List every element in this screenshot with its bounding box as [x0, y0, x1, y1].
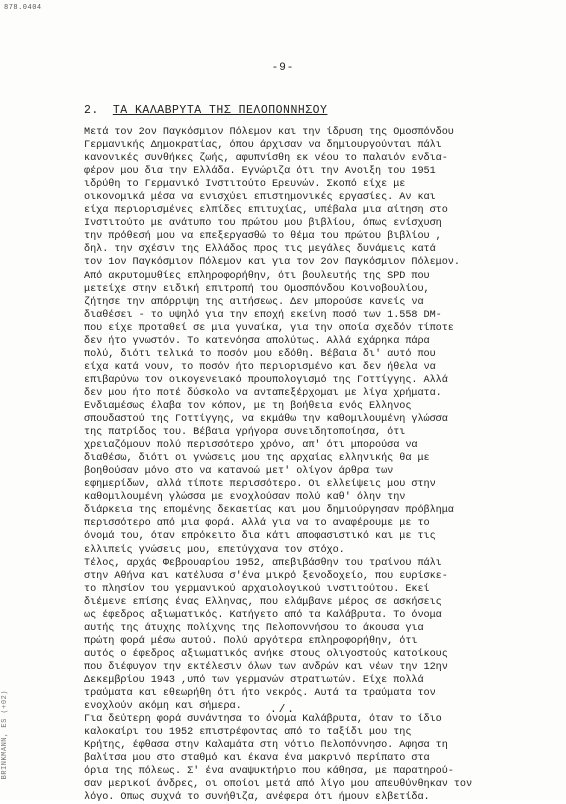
section-title: ΤΑ ΚΑΛΑΒΡΥΤΑ ΤΗΣ ΠΕΛΟΠΟΝΝΗΣΟΥ	[112, 104, 328, 117]
page-continuation-mark: ./.	[270, 704, 296, 716]
body-line: που είχε προταθεί σε μια γυναίκα, για την οποία σχεδόν τίποτε	[84, 322, 454, 334]
body-line: καθομιλουμένη γλώσσα με ενοχλούσαν πολύ καθ' όλην την	[84, 492, 406, 504]
body-line: οικονομικά μέσα να ενισχύει επιστημονικές εργασίες. Αν και	[84, 192, 436, 204]
body-line: που διέφυγον την εκτέλεσιν όλων των ανδρών και νέων την 12ην	[84, 661, 448, 673]
body-line: διέμενε επίσης ένας Ελληνας, που ελάμβανε μέρος σε ασκήσεις	[84, 596, 442, 608]
body-line: της πατρίδος του. Βέβαια γρήγορα συνειδητοποίησα, ότι	[84, 427, 406, 439]
body-line: είχα περιορισμένες ελπίδες επιτυχίας, υπέβαλα μια αίτηση στο	[84, 205, 448, 217]
body-line: Γερμανικής Δημοκρατίας, όπου άρχισαν να δημιουργούνται πάλι	[84, 140, 442, 152]
body-line: εφημερίδων, αλλά τίποτε περισσότερο. Οι ελλείψεις μου στην	[84, 479, 436, 491]
body-line: βαλίτσα μου στο σταθμό και έκανα ένα μακρινό περίπατο στα	[84, 753, 430, 765]
side-archive-stamp: BRINKMANN, ES (+02)	[1, 690, 9, 780]
body-line: δεν ήτο γνωστόν. Το κατενόησα απολύτως. Αλλά εχάρηκα πάρα	[84, 335, 430, 347]
body-line: στην Αθήνα και κατέλυσα σ'ένα μικρό ξενοδοχείο, που ευρίσκε-	[84, 570, 448, 582]
body-line: φέρον μου δια την Ελλάδα. Εγνώριζα ότι την Ανοιξη του 1951	[84, 166, 436, 178]
body-line: ελλιπείς γνώσεις μου, επετύγχανα τον στόχο.	[84, 544, 345, 556]
body-line: σπουδαστού της Γοττίγγης, να εκμάθω την καθομιλουμένη γλώσσα	[84, 414, 448, 426]
body-line: ενοχλούν ακόμη και σήμερα.	[84, 701, 242, 713]
body-line: καλοκαίρι του 1952 επιστρέφοντας από το ταξίδι μου της	[84, 727, 412, 739]
body-line: ζήτησε την απόρριψη της αιτήσεως. Δεν μπορούσε κανείς να	[84, 296, 424, 308]
body-line: πρώτη φορά μέσω αυτού. Πολύ αργότερα επληροφορήθην, ότι	[84, 635, 418, 647]
body-line: όρια της πόλεως. Σ' ένα αναψυκτήριο που κάθησα, με παρατηρού-	[84, 766, 454, 778]
body-line: Ινστιτούτο με ανάτυπο του πρώτου μου βιβλίου, όπως ενίσχυση	[84, 218, 442, 230]
body-line: τραύματα και εθεωρήθη ότι ήτο νεκρός. Αυτά τα τραύματα τον	[84, 688, 436, 700]
body-text	[84, 126, 504, 804]
body-line: διάρκεια της επομένης δεκαετίας και μου δημιούργησαν πρόβλημα	[84, 505, 454, 517]
body-line: το πλησίον του γερμανικού αρχαιολογικού ινστιτούτου. Εκεί	[84, 583, 430, 595]
body-line: χρειαζόμουν πολύ περισσότερο χρόνο, απ' ότι μπορούσα να	[84, 440, 418, 452]
body-line: όνομά του, όταν επρόκειτο δια κάτι αποφασιστικό και με τις	[84, 531, 436, 543]
body-line: ιδρύθη το Γερμανικό Ινστιτούτο Ερευνών. Σκοπό είχε με	[84, 179, 406, 191]
body-line: σαν μερικοί άνδρες, οι οποίοι μετά από λίγο μου απευθύνθηκαν τον	[84, 779, 473, 791]
page-number: -9-	[271, 62, 295, 74]
section-number: 2.	[84, 104, 99, 117]
body-line: ως έφεδρος αξιωματικός. Κατήγετο από τα Καλάβρυτα. Το όνομα	[84, 609, 442, 621]
body-line: διαθέσει - το υψηλό για την εποχή εκείνη ποσό των 1.558 DM-	[84, 309, 442, 321]
body-line: διαθέσω, διότι οι γνώσεις μου της αρχαίας ελληνικής θα με	[84, 453, 430, 465]
body-line: βοηθούσαν μόνο στο να κατανοώ μετ' ολίγον άρθρα των	[84, 466, 394, 478]
body-line: Μετά τον 2ον Παγκόσμιον Πόλεμον και την ίδρυση της Ομοσπόνδου	[84, 127, 454, 138]
body-line: Ενδιαμέσως έλαβα τον κόπον, με τη βοήθεια ενός Ελληνος	[84, 400, 412, 412]
body-line: δηλ. την σχέσιν της Ελλάδος προς τις μεγάλες δυνάμεις κατά	[84, 244, 436, 256]
body-line: Τέλος, αρχάς Φεβρουαρίου 1952, απεβιβάσθην του τραίνου πάλι	[84, 557, 442, 569]
section-heading	[84, 104, 327, 117]
body-line: λόγο. Οπως συχνά το συνήθιζα, ανέφερα ότι ήμουν ελβετίδα.	[84, 792, 430, 804]
body-line: αυτής της άτυχης πολίχνης της Πελοποννήσου το άκουσα για	[84, 622, 424, 634]
body-line: Για δεύτερη φορά συνάντησα το όνομα Καλάβρυτα, όταν το ίδιο	[84, 714, 442, 726]
body-line: την πρόθεσή μου να επεξεργασθώ το θέμα του πρώτου βιβλίου ,	[84, 231, 442, 243]
body-line: αυτός ο έφεδρος αξιωματικός ανήκε στους ολιγοστούς κατοίκους	[84, 648, 448, 660]
archive-stamp: 878.0404	[4, 4, 42, 12]
body-line: τον 1ον Παγκόσμιον Πόλεμον και για τον 2ον Παγκόσμιον Πόλεμον.	[84, 257, 460, 269]
body-line: Κρήτης, έφθασα στην Καλαμάτα στη νότιο Πελοπόννησο. Αφησα τη	[84, 740, 448, 752]
body-line: είχα κατά νουν, το ποσόν ήτο περιορισμένο και δεν ήθελα να	[84, 361, 436, 373]
body-line: δεν μου ήτο ποτέ δύσκολο να ανταπεξέρχομαι με λίγα χρήματα.	[84, 387, 442, 399]
body-line: Δεκεμβρίου 1943 ,υπό των γερμανών στρατιωτών. Είχε πολλά	[84, 674, 424, 686]
body-line: περισσότερο από μια φορά. Αλλά για να το αναφέρουμε με το	[84, 518, 430, 530]
body-line: Από ακρυτομυθίες επληροφορήθην, ότι βουλευτής της SPD που	[84, 270, 430, 282]
body-line: επιβαρύνω τον οικογενειακό προυπολογισμό της Γοττίγγης. Αλλά	[84, 374, 448, 386]
body-line: κανονικές συνθήκες ζωής, αφυπνίσθη εκ νέου το παλαιόν ενδια-	[84, 153, 448, 165]
body-line: πολύ, διότι τελικά το ποσόν μου εδόθη. Βέβαια δι' αυτό που	[84, 348, 436, 360]
body-line: μετείχε στην ειδική επιτροπή του Ομοσπόνδου Κοινοβουλίου,	[84, 283, 430, 295]
